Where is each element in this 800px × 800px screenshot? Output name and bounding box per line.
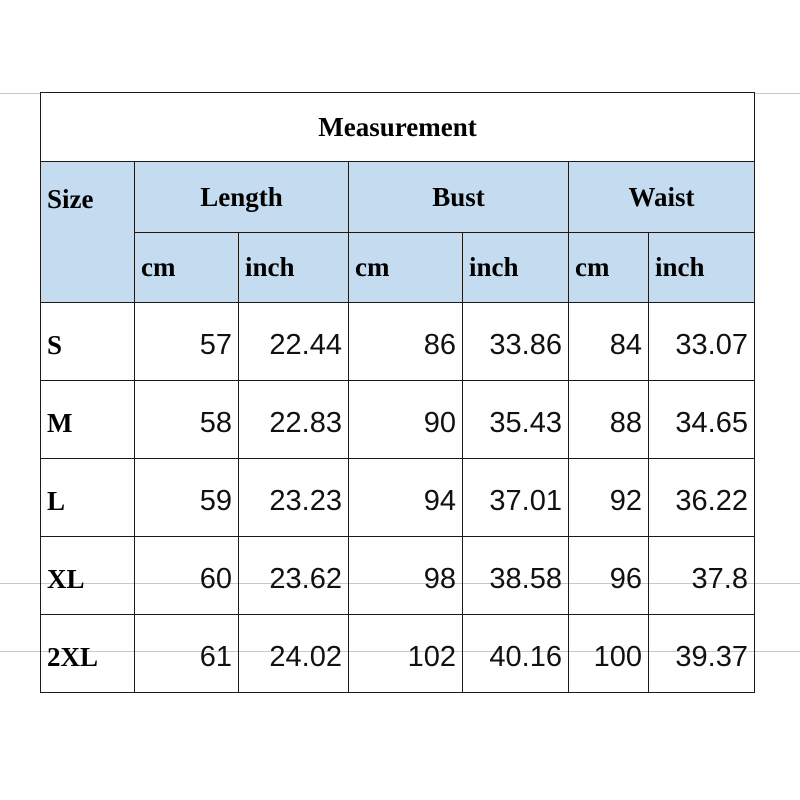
- value-cell: 23.62: [239, 537, 349, 615]
- value-cell: 100: [569, 615, 649, 693]
- size-header: Size: [41, 162, 135, 303]
- value-cell: 98: [349, 537, 463, 615]
- value-cell: 86: [349, 303, 463, 381]
- unit-header: cm: [349, 233, 463, 303]
- table-row: [41, 303, 755, 381]
- value-cell: 35.43: [463, 381, 569, 459]
- value-cell: 23.23: [239, 459, 349, 537]
- table-row: [41, 615, 755, 693]
- size-cell: XL: [41, 537, 135, 615]
- size-cell: L: [41, 459, 135, 537]
- value-cell: 60: [135, 537, 239, 615]
- unit-header: cm: [569, 233, 649, 303]
- size-cell: 2XL: [41, 615, 135, 693]
- value-cell: 36.22: [649, 459, 755, 537]
- value-cell: 22.83: [239, 381, 349, 459]
- value-cell: 88: [569, 381, 649, 459]
- table-title: Measurement: [41, 93, 755, 162]
- value-cell: 37.01: [463, 459, 569, 537]
- table-row: [41, 537, 755, 615]
- table-row: [41, 381, 755, 459]
- size-cell: M: [41, 381, 135, 459]
- value-cell: 94: [349, 459, 463, 537]
- waist-header: Waist: [569, 162, 755, 233]
- value-cell: 59: [135, 459, 239, 537]
- unit-header: inch: [239, 233, 349, 303]
- bust-header: Bust: [349, 162, 569, 233]
- value-cell: 38.58: [463, 537, 569, 615]
- value-cell: 24.02: [239, 615, 349, 693]
- unit-header: inch: [649, 233, 755, 303]
- unit-header: cm: [135, 233, 239, 303]
- table-row: [41, 459, 755, 537]
- unit-header: inch: [463, 233, 569, 303]
- value-cell: 22.44: [239, 303, 349, 381]
- value-cell: 33.07: [649, 303, 755, 381]
- size-cell: S: [41, 303, 135, 381]
- value-cell: 57: [135, 303, 239, 381]
- value-cell: 37.8: [649, 537, 755, 615]
- value-cell: 39.37: [649, 615, 755, 693]
- value-cell: 40.16: [463, 615, 569, 693]
- value-cell: 102: [349, 615, 463, 693]
- value-cell: 61: [135, 615, 239, 693]
- value-cell: 33.86: [463, 303, 569, 381]
- value-cell: 92: [569, 459, 649, 537]
- value-cell: 96: [569, 537, 649, 615]
- value-cell: 84: [569, 303, 649, 381]
- value-cell: 90: [349, 381, 463, 459]
- length-header: Length: [135, 162, 349, 233]
- value-cell: 58: [135, 381, 239, 459]
- measurement-table: [40, 92, 755, 693]
- value-cell: 34.65: [649, 381, 755, 459]
